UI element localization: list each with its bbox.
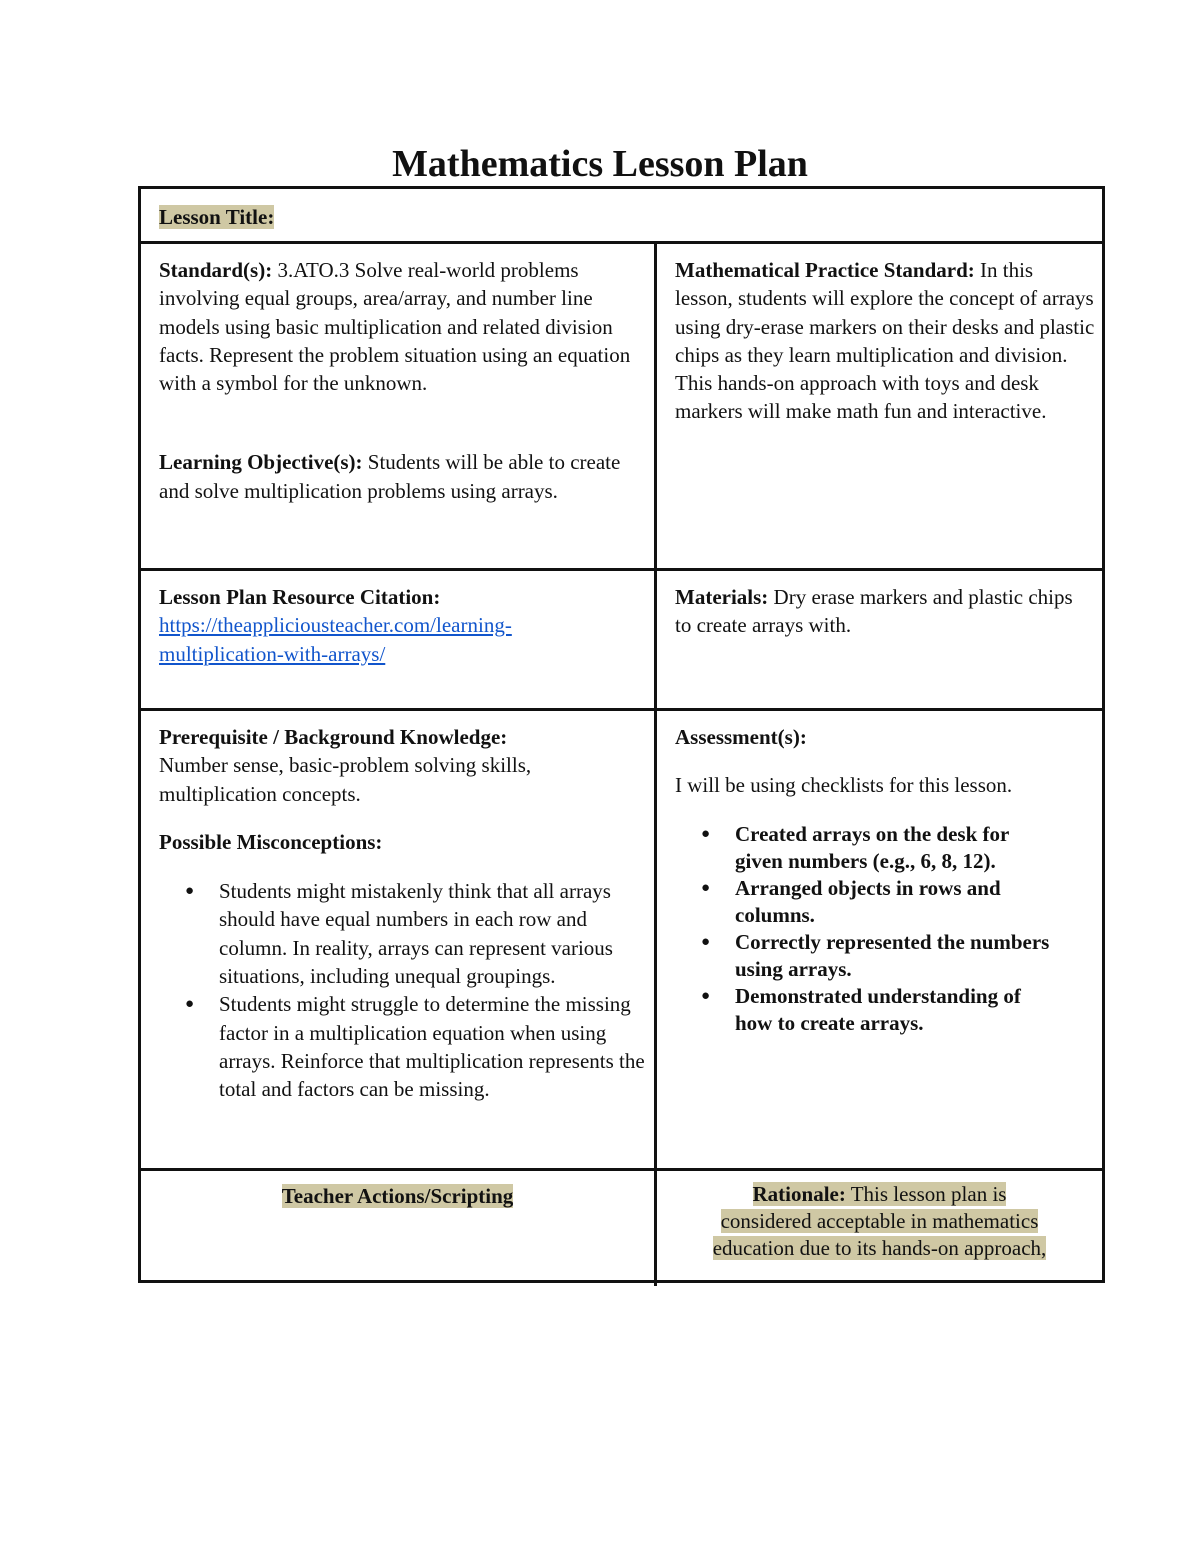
list-item: ● Demonstrated understanding of how to create arrays. [675,983,1062,1037]
misconceptions-list [159,877,646,1103]
page-title: Mathematics Lesson Plan [392,143,808,185]
list-item: ● Created arrays on the desk for given numbers (e.g., 6, 8, 12). [675,821,1062,875]
citation-cell [141,571,657,708]
list-item: ● Correctly represented the numbers using arrays. [675,929,1062,983]
rationale-text-line2: considered acceptable in mathematics [720,1209,1039,1233]
list-item: ● Arranged objects in rows and columns. [675,875,1062,929]
assessment-checklist [675,821,1062,1037]
rationale-text-line1: This lesson plan is [845,1182,1007,1206]
practice-standard-label: Mathematical Practice Standard: [675,258,975,282]
prerequisite-cell [141,711,657,1168]
rationale-text-line3: education due to its hands-on approach, [712,1236,1047,1260]
materials-label: Materials: [675,585,769,609]
objective-paragraph [159,448,646,505]
prerequisite-row [141,711,1102,1171]
assessment-intro: I will be using checklists for this lesson. [675,773,1013,798]
materials-cell [657,571,1102,708]
practice-standard-text: In this lesson, students will explore the concept of arrays using dry-erase markers on their desks and plastic chips as they learn multiplication and division. This hands-on approach with toys and desk markers will make math fun and interactive. [675,258,1095,424]
list-item: ● Students might mistakenly think that all arrays should have equal numbers in each row and column. In reality, arrays can represent various situations, including unequal groupings. [159,877,646,990]
standards-row [141,244,1102,571]
lesson-title-cell [141,189,1102,241]
misconceptions-label: Possible Misconceptions: [159,829,383,854]
teacher-actions-cell [141,1171,657,1286]
rationale-line1 [753,1182,1007,1206]
teacher-actions-row [141,1171,1102,1286]
practice-standard-paragraph [675,256,1096,426]
assessment-label: Assessment(s): [675,725,807,749]
lesson-plan-table [138,186,1105,1283]
citation-label: Lesson Plan Resource Citation: [159,585,441,609]
citation-row [141,571,1102,711]
standards-text: 3.ATO.3 Solve real-world problems involving equal groups, area/array, and number line models using basic multiplication and related division facts. Represent the problem situation using an equation with a symbol for the unknown. [159,258,631,396]
rationale-cell [657,1171,1102,1286]
assessment-cell [657,711,1102,1168]
citation-link-line2[interactable]: multiplication-with-arrays/ [159,641,386,666]
objective-label: Learning Objective(s): [159,450,363,475]
practice-standard-cell [657,244,1102,568]
materials-paragraph [675,583,1082,640]
objective-text: Students will be able to create and solve multiplication problems using arrays. [159,450,621,503]
standards-cell [141,244,657,568]
list-item: ● Students might struggle to determine the missing factor in a multiplication equation when using arrays. Reinforce that multiplication represents the total and factors can be missing. [159,990,646,1103]
rationale-label: Rationale: [752,1182,846,1206]
prerequisite-label: Prerequisite / Background Knowledge: [159,725,508,749]
citation-link-line1[interactable]: https://theappliciousteacher.com/learning- [159,613,512,638]
standards-label: Standard(s): [159,258,273,282]
standards-paragraph [159,256,646,397]
teacher-actions-label: Teacher Actions/Scripting [281,1184,514,1208]
lesson-title-row [141,189,1102,244]
prerequisite-text: Number sense, basic-problem solving skills, multiplication concepts. [159,753,532,806]
lesson-title-label: Lesson Title: [159,205,275,229]
materials-text: Dry erase markers and plastic chips to create arrays with. [675,585,1073,638]
